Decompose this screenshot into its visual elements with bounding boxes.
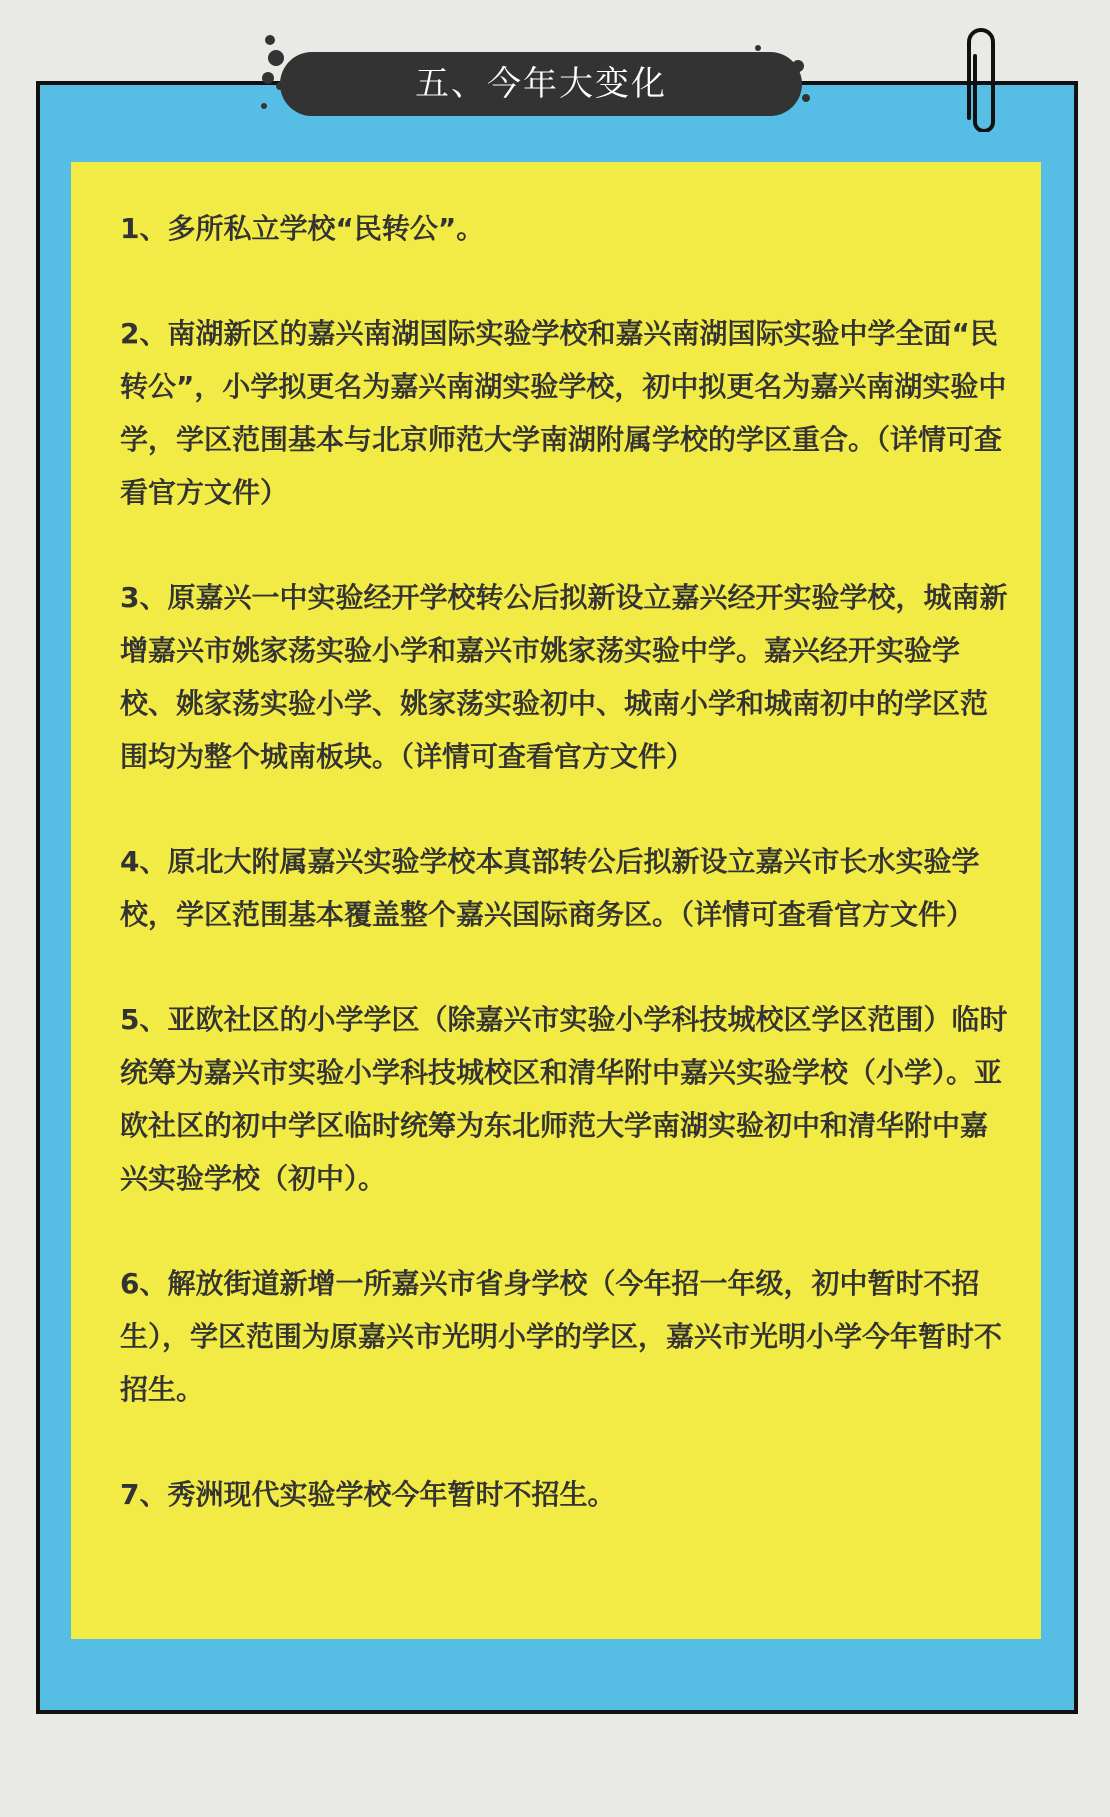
list-item: 1、多所私立学校“民转公”。 xyxy=(120,212,485,245)
change-list xyxy=(120,202,1010,1573)
paperclip-icon xyxy=(955,22,1007,132)
list-item: 7、秀洲现代实验学校今年暂时不招生。 xyxy=(120,1478,616,1511)
list-item: 4、原北大附属嘉兴实验学校本真部转公后拟新设立嘉兴市长水实验学校，学区范围基本覆盖整个嘉兴国际商务区。（详情可查看官方文件） xyxy=(120,845,980,931)
list-item: 3、原嘉兴一中实验经开学校转公后拟新设立嘉兴经开实验学校，城南新增嘉兴市姚家荡实验小学和嘉兴市姚家荡实验中学。嘉兴经开实验学校、姚家荡实验小学、姚家荡实验初中、城南小学和城南初中的学区范围均为整个城南板块。（详情可查看官方文件） xyxy=(120,581,1008,773)
list-item: 5、亚欧社区的小学学区（除嘉兴市实验小学科技城校区学区范围）临时统筹为嘉兴市实验小学科技城校区和清华附中嘉兴实验学校（小学）。亚欧社区的初中学区临时统筹为东北师范大学南湖实验初中和清华附中嘉兴实验学校（初中）。 xyxy=(120,1003,1008,1195)
list-item: 2、南湖新区的嘉兴南湖国际实验学校和嘉兴南湖国际实验中学全面“民转公”，小学拟更名为嘉兴南湖实验学校，初中拟更名为嘉兴南湖实验中学，学区范围基本与北京师范大学南湖附属学校的学区重合。（详情可查看官方文件） xyxy=(120,317,1007,509)
list-item: 6、解放街道新增一所嘉兴市省身学校（今年招一年级，初中暂时不招生），学区范围为原嘉兴市光明小学的学区，嘉兴市光明小学今年暂时不招生。 xyxy=(120,1267,1003,1406)
page-title: 五、今年大变化 xyxy=(280,52,802,116)
